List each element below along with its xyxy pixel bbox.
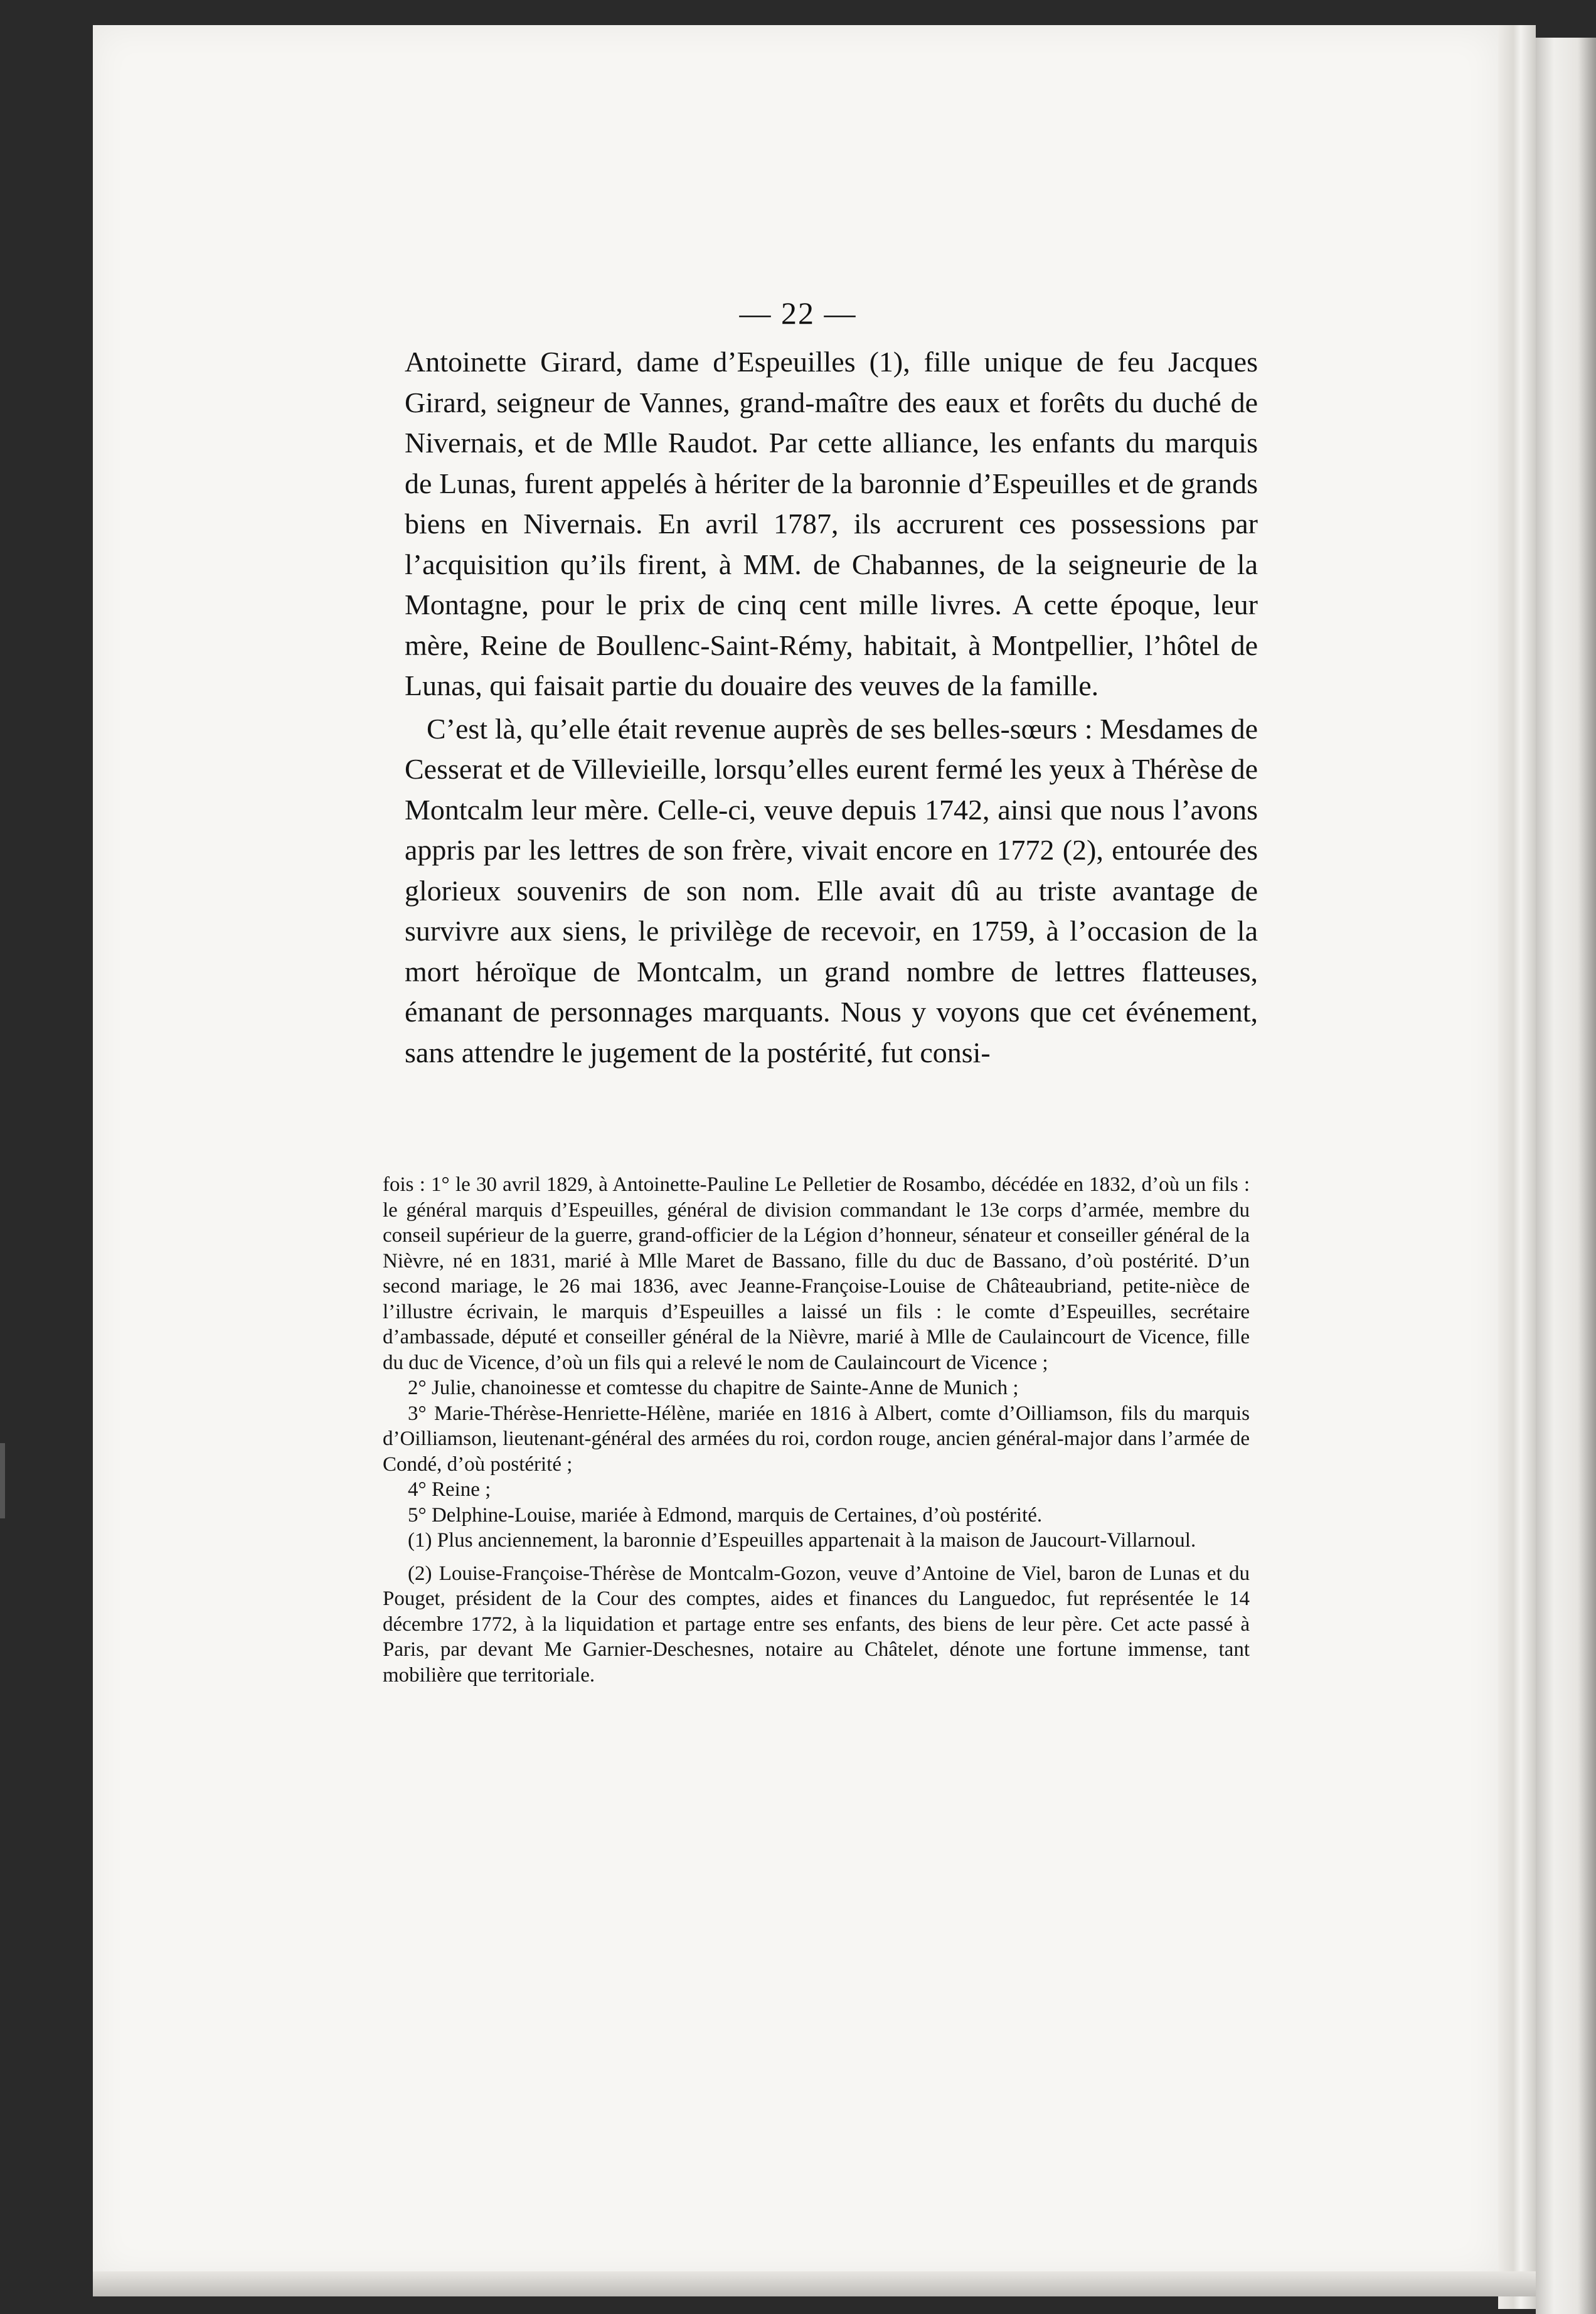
page-edge <box>1498 25 1536 2309</box>
scan-mark <box>0 1443 5 1518</box>
footnote-1: (1) Plus anciennement, la baronnie d’Espeuilles appartenait à la maison de Jaucourt-Villarnoul. <box>408 1529 1196 1552</box>
footnotes <box>383 1172 1250 1688</box>
footnote-item-4: 4° Reine ; <box>408 1478 491 1501</box>
body-paragraph-1: Antoinette Girard, dame d’Espeuilles (1), fille unique de feu Jacques Girard, seigneur de Vannes, grand-maître des eaux et forêts du duché de Nivernais, et de Mlle Raudot. Par cette alliance, les enfants du marquis de Lunas, furent appelés à hériter de la baronnie d’Espeuilles et de grands biens en Nivernais. En avril 1787, ils accrurent ces possessions par l’acquisition qu’ils firent, à MM. de Chabannes, de la seigneurie de la Montagne, pour le prix de cinq cent mille livres. A cette époque, leur mère, Reine de Boullenc-Saint-Rémy, habitait, à Montpellier, l’hôtel de Lunas, qui faisait partie du douaire des veuves de la famille. <box>405 346 1258 701</box>
footnote-item-3: 3° Marie-Thérèse-Henriette-Hélène, mariée en 1816 à Albert, comte d’Oilliamson, fils du marquis d’Oilliamson, lieutenant-général des armées du roi, cordon rouge, ancien général-major dans l’armée de Condé, d’où postérité ; <box>383 1402 1250 1476</box>
binding-edge <box>1536 38 1596 2314</box>
footnote-continuation: fois : 1° le 30 avril 1829, à Antoinette-Pauline Le Pelletier de Rosambo, décédée en 1832, d’où un fils : le général marquis d’Espeuilles, général de division commandant le 13e corps d’armée, membre du conseil supérieur de la guerre, grand-officier de la Légion d’honneur, sénateur et conseiller général de la Nièvre, né en 1831, marié à Mlle Maret de Bassano, fille du duc de Bassano, d’où postérité. D’un second mariage, le 26 mai 1836, avec Jeanne-Françoise-Louise de Châteaubriand, petite-nièce de l’illustre écrivain, le marquis d’Espeuilles a laissé un fils : le comte d’Espeuilles, secrétaire d’ambassade, député et conseiller général de la Nièvre, marié à Mlle de Caulaincourt de Vicence, fille du duc de Vicence, d’où un fils qui a relevé le nom de Caulaincourt de Vicence ; <box>383 1173 1250 1374</box>
main-text <box>405 342 1258 1073</box>
footnote-item-5: 5° Delphine-Louise, mariée à Edmond, marquis de Certaines, d’où postérité. <box>408 1503 1043 1527</box>
page-bottom-edge <box>93 2271 1536 2296</box>
body-paragraph-2: C’est là, qu’elle était revenue auprès de ses belles-sœurs : Mesdames de Cesserat et de Villevieille, lorsqu’elles eurent fermé les yeux à Thérèse de Montcalm leur mère. Celle-ci, veuve depuis 1742, ainsi que nous l’avons appris par les lettres de son frère, vivait encore en 1772 (2), entourée des glorieux souvenirs de son nom. Elle avait dû au triste avantage de survivre aux siens, le privilège de recevoir, en 1759, à l’occasion de la mort héroïque de Montcalm, un grand nombre de lettres flatteuses, émanant de personnages marquants. Nous y voyons que cet événement, sans attendre le jugement de la postérité, fut consi- <box>405 712 1258 1069</box>
footnote-2: (2) Louise-Françoise-Thérèse de Montcalm-Gozon, veuve d’Antoine de Viel, baron de Lunas et du Pouget, président de la Cour des comptes, aides et finances du Languedoc, fut représentée le 14 décembre 1772, à la liquidation et partage entre ses enfants, des biens de leur père. Cet acte passé à Paris, par devant Me Garnier-Deschesnes, notaire au Châtelet, dénote une fortune immense, tant mobilière que territoriale. <box>383 1562 1250 1687</box>
footnote-item-2: 2° Julie, chanoinesse et comtesse du chapitre de Sainte-Anne de Munich ; <box>408 1377 1019 1399</box>
page-number: — 22 — <box>739 296 857 331</box>
